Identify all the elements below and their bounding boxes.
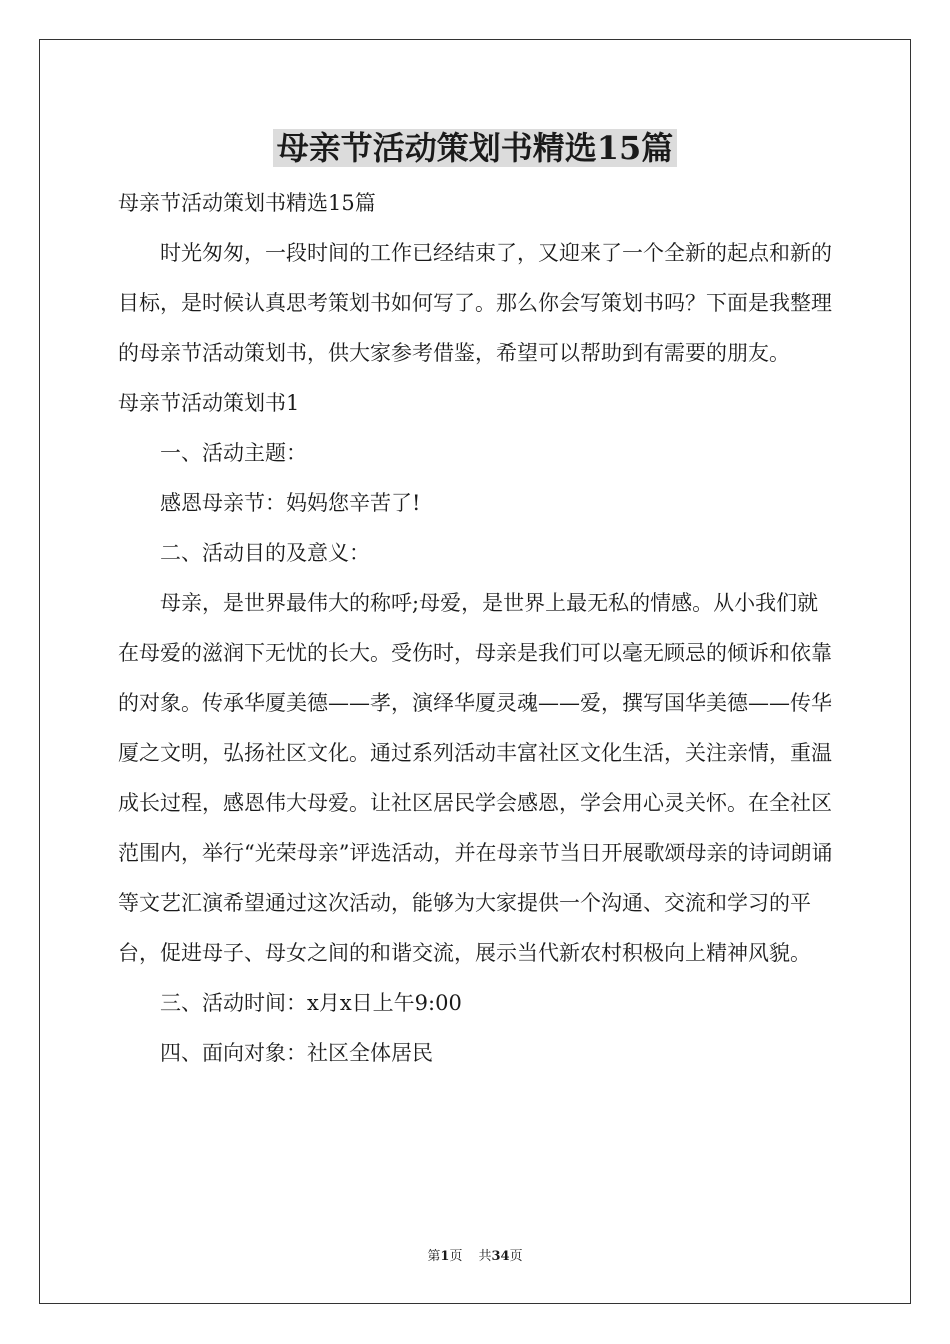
audience-text: 四、面向对象：社区全体居民 bbox=[160, 1041, 433, 1065]
document-title-text: 母亲节活动策划书精选15篇 bbox=[273, 129, 678, 167]
document-title bbox=[0, 124, 950, 172]
page-suffix: 页 bbox=[449, 1249, 463, 1264]
purpose-paragraph: 母亲，是世界最伟大的称呼;母爱，是世界上最无私的情感。从小我们就在母爱的滋润下无忧的长大。受伤时，母亲是我们可以毫无顾忌的倾诉和依靠的对象。传承华厦美德——孝，演绎华厦灵魂——爱，撰写国华美德——传华厦之文明，弘扬社区文化。通过系列活动丰富社区文化生活，关注亲情，重温成长过程，感恩伟大母爱。让社区居民学会感恩，学会用心灵关怀。在全社区范围内，举行“光荣母亲”评选活动，并在母亲节当日开展歌颂母亲的诗词朗诵等文艺汇演希望通过这次活动，能够为大家提供一个沟通、交流和学习的平台，促进母子、母女之间的和谐交流，展示当代新农村积极向上精神风貌。 bbox=[118, 591, 833, 965]
theme-text: 感恩母亲节：妈妈您辛苦了! bbox=[160, 491, 421, 515]
page-footer bbox=[0, 1248, 950, 1266]
current-page-number: 1 bbox=[440, 1249, 450, 1264]
page-prefix: 第 bbox=[427, 1249, 441, 1264]
theme-heading: 一、活动主题： bbox=[160, 441, 307, 465]
document-subtitle: 母亲节活动策划书精选15篇 bbox=[118, 191, 376, 215]
total-prefix: 共 bbox=[478, 1249, 492, 1264]
time-text: 三、活动时间：x月x日上午9:00 bbox=[160, 991, 462, 1015]
section-heading: 母亲节活动策划书1 bbox=[118, 391, 300, 415]
intro-paragraph: 时光匆匆，一段时间的工作已经结束了，又迎来了一个全新的起点和新的目标，是时候认真思考策划书如何写了。那么你会写策划书吗？下面是我整理的母亲节活动策划书，供大家参考借鉴，希望可以帮助到有需要的朋友。 bbox=[118, 241, 832, 365]
purpose-heading: 二、活动目的及意义： bbox=[160, 541, 370, 565]
total-suffix: 页 bbox=[509, 1249, 523, 1264]
document-body bbox=[118, 178, 838, 1078]
total-page-number: 34 bbox=[491, 1249, 510, 1264]
